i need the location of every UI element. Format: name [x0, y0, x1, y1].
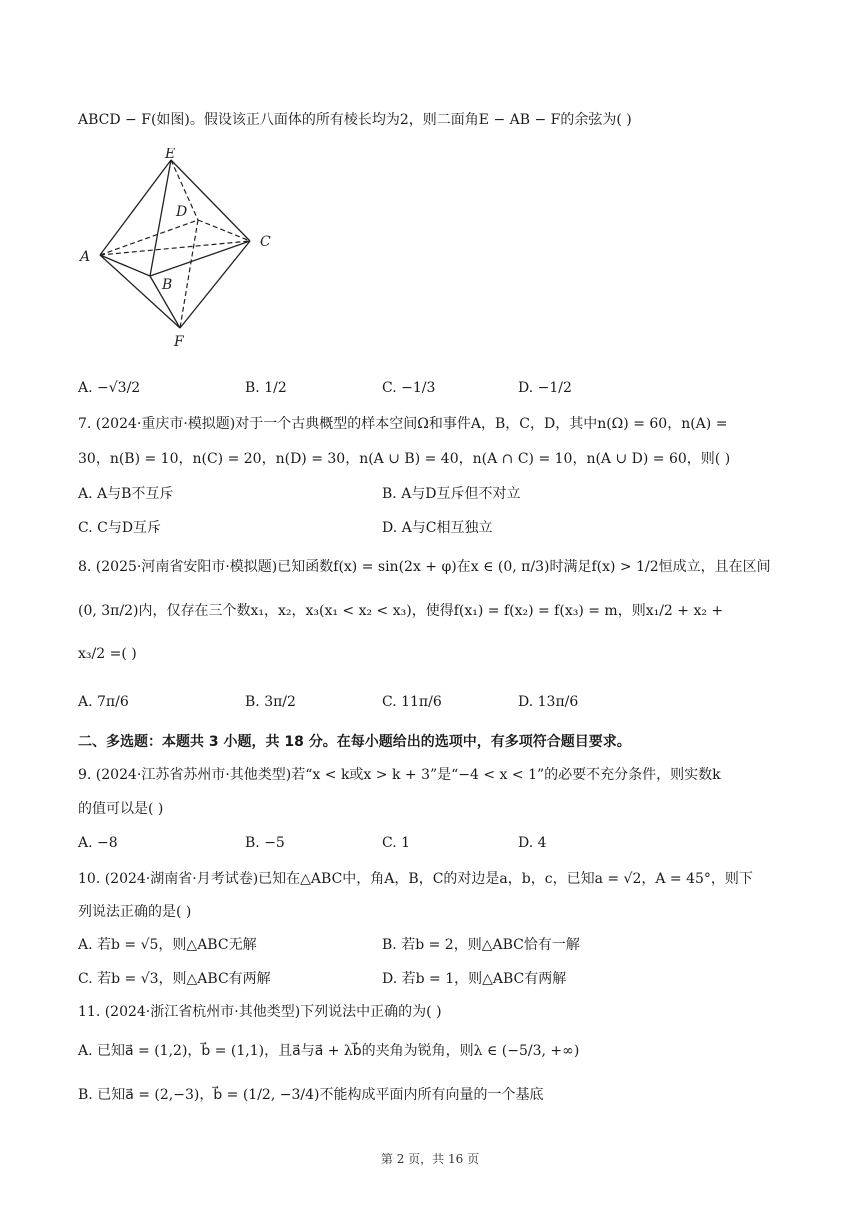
- q8-option-a[interactable]: A. 7π/6: [78, 694, 129, 710]
- intro-line: ABCD − F(如图)。假设该正八面体的所有棱长均为2，则二面角E − AB − F的余弦为( ): [78, 112, 632, 128]
- q8-option-c[interactable]: C. 11π/6: [382, 694, 442, 710]
- q7-line2: 30，n(B) = 10，n(C) = 20，n(D) = 30，n(A ∪ B) = 40，n(A ∩ C) = 10，n(A ∪ D) = 60，则( ): [78, 451, 731, 467]
- q8-line3: x₃/2 =( ): [78, 646, 137, 662]
- label-F: F: [174, 334, 184, 350]
- q8-line1: 8. (2025·河南省安阳市·模拟题)已知函数f(x) = sin(2x + φ)在x ∈ (0, π/3)时满足f(x) > 1/2恒成立，且在区间: [78, 559, 771, 575]
- q6-option-a[interactable]: A. −√3/2: [78, 380, 141, 396]
- q10-option-a[interactable]: A. 若b = √5，则△ABC无解: [78, 937, 257, 953]
- q6-option-c[interactable]: C. −1/3: [382, 380, 436, 396]
- q10-option-b[interactable]: B. 若b = 2，则△ABC恰有一解: [382, 937, 580, 953]
- label-B: B: [162, 277, 173, 293]
- label-C: C: [260, 234, 271, 250]
- q10-line2: 列说法正确的是( ): [78, 904, 192, 920]
- label-D: D: [176, 204, 188, 220]
- q9-line2: 的值可以是( ): [78, 801, 164, 817]
- label-E: E: [165, 148, 176, 162]
- q8-option-b[interactable]: B. 3π/2: [245, 694, 296, 710]
- q11-line1: 11. (2024·浙江省杭州市·其他类型)下列说法中正确的为( ): [78, 1004, 442, 1020]
- q9-option-a[interactable]: A. −8: [78, 835, 118, 851]
- q6-option-d[interactable]: D. −1/2: [518, 380, 572, 396]
- section-multiple-choice-heading: 二、多选题：本题共 3 小题，共 18 分。在每小题给出的选项中，有多项符合题目要求。: [78, 734, 631, 750]
- octahedron-figure: [78, 148, 288, 353]
- q11-option-b[interactable]: B. 已知a⃗ = (2,−3)，b⃗ = (1/2, −3/4)不能构成平面内所有向量的一个基底: [78, 1087, 544, 1103]
- q7-option-c[interactable]: C. C与D互斥: [78, 520, 162, 536]
- page-footer: 第 2 页，共 16 页: [380, 1152, 480, 1166]
- q6-option-b[interactable]: B. 1/2: [245, 380, 287, 396]
- q9-option-b[interactable]: B. −5: [245, 835, 285, 851]
- q7-option-a[interactable]: A. A与B不互斥: [78, 486, 174, 502]
- q7-option-d[interactable]: D. A与C相互独立: [382, 520, 493, 536]
- q9-line1: 9. (2024·江苏省苏州市·其他类型)若“x < k或x > k + 3”是“−4 < x < 1”的必要不充分条件，则实数k: [78, 767, 721, 783]
- q10-line1: 10. (2024·湖南省·月考试卷)已知在△ABC中，角A，B，C的对边是a，b，c，已知a = √2，A = 45°，则下: [78, 871, 753, 887]
- q9-option-c[interactable]: C. 1: [382, 835, 411, 851]
- label-A: A: [80, 249, 91, 265]
- q8-option-d[interactable]: D. 13π/6: [518, 694, 579, 710]
- q7-line1: 7. (2024·重庆市·模拟题)对于一个古典概型的样本空间Ω和事件A，B，C，D，其中n(Ω) = 60，n(A) =: [78, 416, 728, 432]
- q9-option-d[interactable]: D. 4: [518, 835, 547, 851]
- q11-option-a[interactable]: A. 已知a⃗ = (1,2)，b⃗ = (1,1)，且a⃗与a⃗ + λb⃗的夹角为锐角，则λ ∈ (−5/3, +∞): [78, 1043, 580, 1059]
- q10-option-c[interactable]: C. 若b = √3，则△ABC有两解: [78, 971, 271, 987]
- q8-line2: (0, 3π/2)内，仅存在三个数x₁，x₂，x₃(x₁ < x₂ < x₃)，使得f(x₁) = f(x₂) = f(x₃) = m，则x₁/2 + x₂ +: [78, 603, 724, 619]
- q10-option-d[interactable]: D. 若b = 1，则△ABC有两解: [382, 971, 567, 987]
- q7-option-b[interactable]: B. A与D互斥但不对立: [382, 486, 521, 502]
